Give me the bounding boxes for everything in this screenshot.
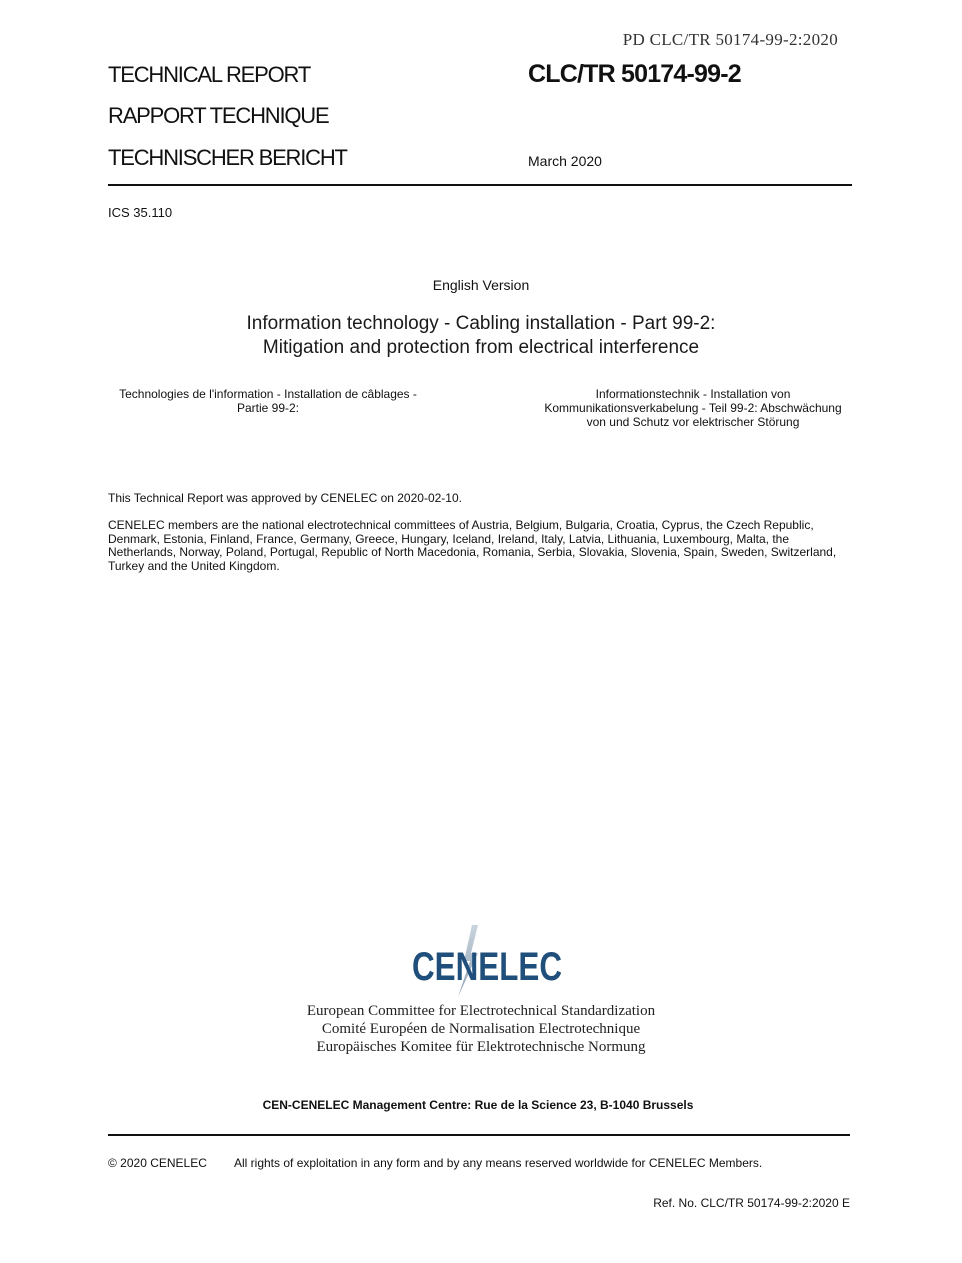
reference-number: Ref. No. CLC/TR 50174-99-2:2020 E (653, 1196, 850, 1210)
language-version: English Version (432, 277, 530, 293)
doc-type-english: TECHNICAL REPORT (108, 62, 311, 87)
cenelec-logo (406, 925, 568, 997)
members-statement: CENELEC members are the national electrotechnical committees of Austria, Belgium, Bulgaria, Croatia, Cyprus, the Czech Republic, Denmark, Estonia, Finland, France, Germany, Greece, Hungary, Iceland, Ireland, Italy, Latvia, Lithuania, Luxembourg, Malta, the Netherlands, Norway, Poland, Portugal, Republic of North Macedonia, Romania, Serbia, Slovakia, Slovenia, Spain, Sweden, Switzerland, Turkey and the United Kingdom. (108, 518, 837, 573)
german-title-line-1: Informationstechnik - Installation von (595, 387, 791, 401)
french-title (108, 387, 428, 415)
organization-names (0, 1002, 962, 1056)
ics-code: ICS 35.110 (108, 205, 173, 220)
header-document-id: PD CLC/TR 50174-99-2:2020 (622, 30, 838, 49)
logo-wordmark: CENELEC (412, 945, 562, 989)
french-title-line-1: Technologies de l'information - Installation de câblages - (119, 387, 417, 401)
french-title-line-2: Partie 99-2: (236, 401, 300, 415)
org-name-english: European Committee for Electrotechnical Standardization (306, 1003, 656, 1019)
german-title (534, 387, 852, 429)
top-divider (108, 184, 852, 186)
org-name-german: Europäisches Komitee für Elektrotechnische Normung (316, 1039, 646, 1055)
document-title (0, 312, 962, 360)
management-centre-address: CEN-CENELEC Management Centre: Rue de la Science 23, B-1040 Brussels (262, 1098, 694, 1112)
title-line-1: Information technology - Cabling installation - Part 99-2: (246, 313, 716, 334)
publication-date: March 2020 (528, 153, 602, 169)
doc-type-french: RAPPORT TECHNIQUE (108, 103, 329, 128)
org-name-french: Comité Européen de Normalisation Electrotechnique (321, 1021, 641, 1037)
copyright-notice: © 2020 CENELEC (108, 1156, 207, 1170)
rights-statement: All rights of exploitation in any form and by any means reserved worldwide for CENELEC Members. (234, 1156, 763, 1170)
title-line-2: Mitigation and protection from electrical interference (262, 337, 700, 358)
german-title-line-2: Kommunikationsverkabelung - Teil 99-2: Abschwächung (544, 401, 842, 415)
german-title-line-3: von und Schutz vor elektrischer Störung (586, 415, 800, 429)
doc-type-german: TECHNISCHER BERICHT (108, 145, 347, 170)
document-number: CLC/TR 50174-99-2 (528, 60, 741, 88)
approval-statement: This Technical Report was approved by CENELEC on 2020-02-10. (108, 491, 462, 505)
bottom-divider (108, 1134, 850, 1136)
